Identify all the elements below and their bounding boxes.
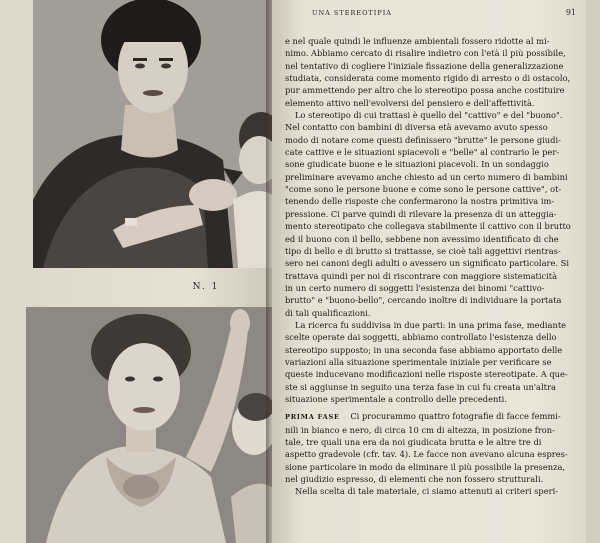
photo-woman-1 <box>33 0 272 268</box>
text-line: sione particolare in modo da eliminare il più possibile la presenza, <box>285 461 566 472</box>
text-line: sone giudicate buone e le situazioni piacevoli. In un sondaggio <box>285 159 549 170</box>
text-line: La ricerca fu suddivisa in due parti: in una prima fase, mediante <box>295 319 567 330</box>
text-line: preliminare avevamo anche chiesto ad un certo numero di bambini <box>285 171 568 182</box>
text-line: modo di notare come questi definissero "brutte" le persone giudi- <box>285 134 561 145</box>
text-line <box>285 410 577 423</box>
text-line: pur ammettendo per altro che lo stereotipo possa anche costituire <box>285 85 565 96</box>
text-line: queste inducevano modificazioni nelle risposte stereotipate. A que- <box>285 369 568 380</box>
text-line-content: Ci procurammo quattro fotografie di facce femmi- <box>350 411 561 422</box>
text-line: nimo. Abbiamo cercato di risalire indietro con l'età il più possibile, <box>285 48 566 59</box>
text-line: nel tentativo di cogliere l'iniziale fissazione della generalizzazione <box>285 60 564 71</box>
text-line: stereotipo supposto; in una seconda fase abbiamo apportato delle <box>285 344 563 355</box>
text-line: ed il buono con il bello, sebbene non avessimo identificato di che <box>285 233 559 244</box>
text-line: mento stereotipato che collegava stabilmente il cattivo con il brutto <box>285 221 571 232</box>
text-line: elemento attivo nell'evolversi del pensiero e dell'affettività. <box>285 97 535 108</box>
text-line: Lo stereotipo di cui trattasi è quello del "cattivo" e del "buono". <box>295 110 563 121</box>
text-line: e nel quale quindi le influenze ambientali fossero ridotte al mi- <box>285 36 550 46</box>
text-line: studiata, considerata come momento rigido di arresto o di ostacolo, <box>285 73 571 84</box>
text-line: scelte operate dai soggetti, abbiamo controllato l'esistenza dello <box>285 332 557 343</box>
text-line: Nel contatto con bambini di diversa età avevamo avuto spesso <box>285 122 548 133</box>
text-line: "come sono le persone buone e come sono le persone cattive", ot- <box>285 184 562 195</box>
text-line: aspetto gradevole (cfr. tav. 4). Le facce non avevano alcuna espres- <box>285 449 568 460</box>
text-line: pressione. Ci parve quindi di rilevare la presenza di un atteggia- <box>285 208 557 219</box>
portrait-illustration-2 <box>26 307 272 543</box>
text-line: nili in bianco e nero, di circa 10 cm di altezza, in posizione fron- <box>285 424 555 435</box>
text-line: Nella scelta di tale materiale, ci siamo attenuti ai criteri speri- <box>295 486 559 497</box>
portrait-illustration-1 <box>33 0 272 268</box>
text-line: tipo di bello e di brutto si trattasse, se cioè tali aggettivi rientras- <box>285 245 561 256</box>
text-line: di tali qualificazioni. <box>285 307 371 318</box>
text-line: situazione sperimentale a controllo delle precedenti. <box>285 393 507 404</box>
text-line: in un certo numero di soggetti l'esistenza dei binomi "cattivo- <box>285 282 545 293</box>
text-line: tale, tre quali una era da noi giudicata brutta e le altre tre di <box>285 437 542 447</box>
text-line: tenendo delle risposte che confermarono la nostra primitiva im- <box>285 196 555 207</box>
text-line: brutto" e "buono-bello", cercando inoltre di individuare la portata <box>285 295 562 306</box>
text-line: cate cattive e le situazioni spiacevoli e "belle" al contrario le per- <box>285 147 560 158</box>
photo-woman-2 <box>26 307 272 543</box>
left-page <box>0 0 272 543</box>
text-line: sero nei canoni degli adulti o avessero un significato particolare. Si <box>285 258 570 269</box>
text-line: trattava quindi per noi di riscontrare con maggiore sistematicità <box>285 270 558 281</box>
text-line: variazioni alla situazione sperimentale iniziale per verificare se <box>285 356 552 367</box>
body-text <box>285 35 577 498</box>
text-line: nel giudizio espresso, di elementi che non fossero strutturali. <box>285 474 544 485</box>
section-label: PRIMA FASE <box>285 413 340 422</box>
running-head <box>312 9 590 21</box>
figure-caption: N. 1 <box>192 282 220 292</box>
page-edges <box>586 0 600 543</box>
text-line: ste si aggiunse in seguito una terza fase in cui fu creata un'altra <box>285 381 556 392</box>
page-number: 91 <box>565 8 576 17</box>
running-head-title: UNA STEREOTIPIA <box>312 9 392 17</box>
